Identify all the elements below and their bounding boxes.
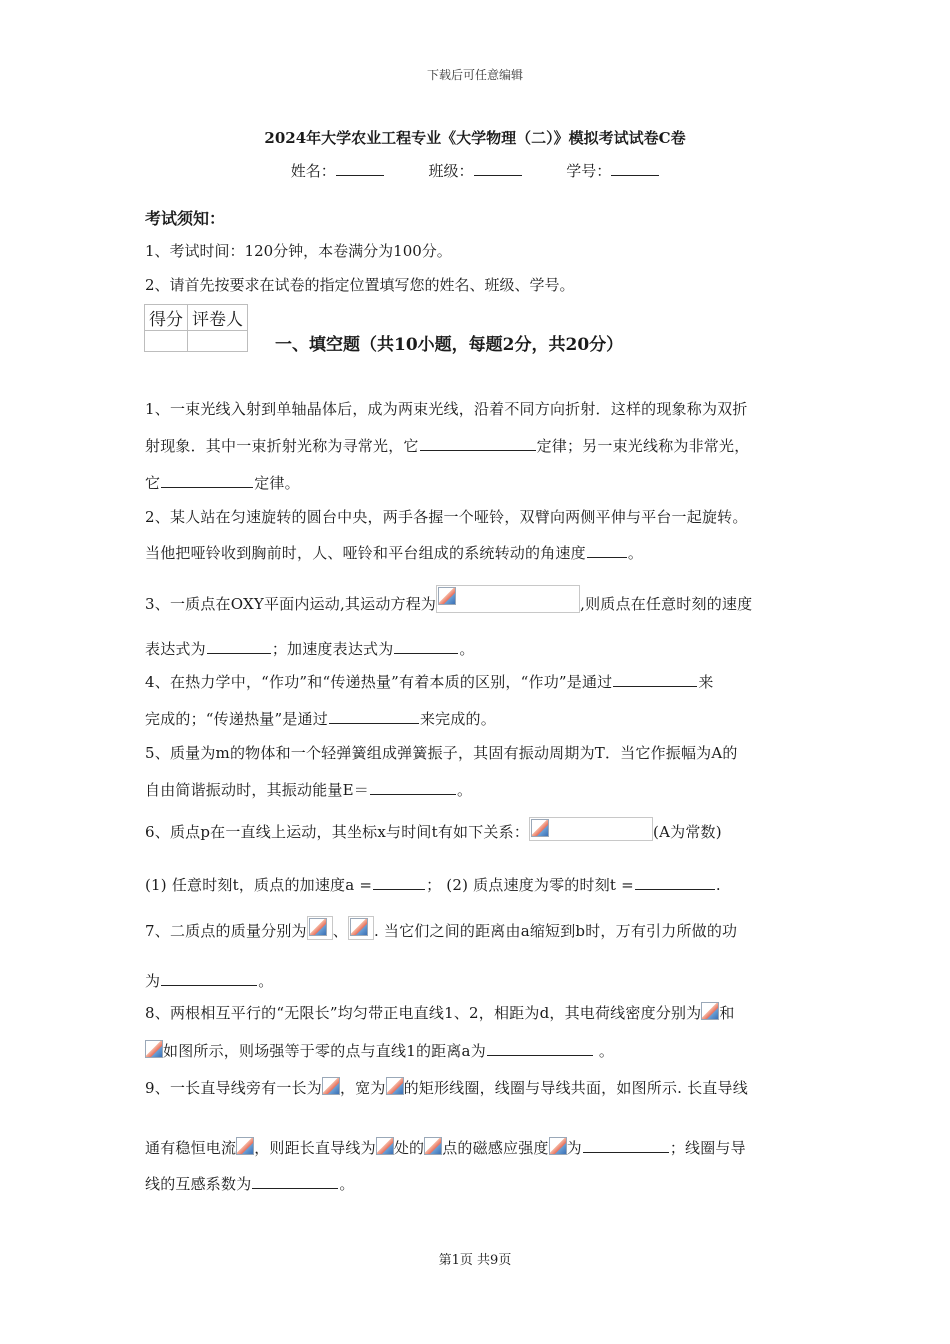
question-8-line-2: 如图所示，则场强等于零的点与直线1的距离a为 。 xyxy=(145,1040,614,1061)
question-4-line-1: 4、在热力学中，“作功”和“传递热量”有着本质的区别，“作功”是通过 来 xyxy=(145,673,714,691)
exam-title: 2024年大学农业工程专业《大学物理（二）》模拟考试试卷C卷 xyxy=(264,129,686,147)
question-2-line-1: 2、某人站在匀速旋转的圆台中央，两手各握一个哑铃，双臂向两侧平伸与平台一起旋转。 xyxy=(145,508,748,526)
question-8-line-1: 8、两根相互平行的“无限长”均匀带正电直线1、2，相距为d，其电荷线密度分别为 和 xyxy=(145,1004,735,1022)
image-placeholder-icon xyxy=(386,1077,404,1095)
answer-blank[interactable] xyxy=(252,1174,338,1189)
score-table xyxy=(144,304,248,352)
question-5-line-1: 5、质量为m的物体和一个轻弹簧组成弹簧振子，其固有振动周期为T．当它作振幅为A的 xyxy=(145,744,738,762)
answer-blank[interactable] xyxy=(613,672,697,687)
notice-item-1: 1、考试时间：120分钟，本卷满分为100分。 xyxy=(145,242,452,260)
answer-blank[interactable] xyxy=(394,639,458,654)
question-5-line-2: 自由简谐振动时，其振动能量E＝ 。 xyxy=(145,781,473,799)
image-placeholder-icon xyxy=(701,1002,719,1020)
image-placeholder-icon xyxy=(438,587,456,605)
mass-image xyxy=(348,916,374,940)
name-field[interactable]: 姓名： xyxy=(291,160,384,181)
notice-item-2: 2、请首先按要求在试卷的指定位置填写您的姓名、班级、学号。 xyxy=(145,276,575,294)
image-placeholder-icon xyxy=(549,1137,567,1155)
question-9-line-1: 9、一长直导线旁有一长为 ，宽为 的矩形线圈，线圈与导线共面，如图所示. 长直导线 xyxy=(145,1079,748,1097)
answer-blank[interactable] xyxy=(161,473,253,488)
question-3-line-2: 表达式为 ；加速度表达式为 。 xyxy=(145,640,475,658)
answer-blank[interactable] xyxy=(373,875,425,890)
question-1-line-1: 1、一束光线入射到单轴晶体后，成为两束光线，沿着不同方向折射．这样的现象称为双折 xyxy=(145,400,748,418)
answer-blank[interactable] xyxy=(583,1138,669,1153)
answer-blank[interactable] xyxy=(587,543,627,558)
image-placeholder-icon xyxy=(424,1137,442,1155)
student-id-field[interactable]: 学号： xyxy=(566,160,659,181)
student-info xyxy=(0,160,950,181)
image-placeholder-icon xyxy=(309,918,327,936)
question-3-line-1: 3、一质点在OXY平面内运动,其运动方程为 ,则质点在任意时刻的速度 xyxy=(145,585,752,614)
page-number: 第1页 共9页 xyxy=(438,1253,512,1268)
question-6-line-2: (1) 任意时刻t，质点的加速度a = ； (2) 质点速度为零的时刻t = . xyxy=(145,876,721,894)
formula-image xyxy=(436,585,580,613)
score-cell[interactable] xyxy=(145,331,188,352)
question-2-line-2: 当他把哑铃收到胸前时，人、哑铃和平台组成的系统转动的角速度 。 xyxy=(145,544,644,562)
mass-image xyxy=(307,916,333,940)
answer-blank[interactable] xyxy=(370,780,456,795)
question-1-line-3: 它 定律。 xyxy=(145,474,300,492)
question-7-line-2: 为 。 xyxy=(145,972,274,990)
grader-header: 评卷人 xyxy=(188,305,248,331)
answer-blank[interactable] xyxy=(161,971,257,986)
answer-blank[interactable] xyxy=(420,436,536,451)
question-6-line-1: 6、质点p在一直线上运动，其坐标x与时间t有如下关系： (A为常数) xyxy=(145,817,722,842)
header-note: 下载后可任意编辑 xyxy=(426,68,523,82)
image-placeholder-icon xyxy=(145,1040,163,1058)
answer-blank[interactable] xyxy=(329,709,419,724)
answer-blank[interactable] xyxy=(635,875,715,890)
question-1-line-2: 射现象．其中一束折射光称为寻常光，它 定律；另一束光线称为非常光， xyxy=(145,437,750,455)
score-header: 得分 xyxy=(145,305,188,331)
question-7-line-1: 7、二质点的质量分别为 、 . 当它们之间的距离由a缩短到b时，万有引力所做的功 xyxy=(145,916,737,941)
image-placeholder-icon xyxy=(531,819,549,837)
class-field[interactable]: 班级： xyxy=(428,160,521,181)
grader-cell[interactable] xyxy=(188,331,248,352)
image-placeholder-icon xyxy=(350,918,368,936)
question-9-line-3: 线的互感系数为 。 xyxy=(145,1175,355,1193)
answer-blank[interactable] xyxy=(487,1041,593,1056)
notice-title: 考试须知： xyxy=(145,209,226,228)
section-title: 一、填空题（共10小题，每题2分，共20分） xyxy=(275,335,624,355)
question-9-line-2: 通有稳恒电流 ，则距长直导线为 处的 点的磁感应强度 为 ；线圈与导 xyxy=(145,1139,746,1157)
question-4-line-2: 完成的；“传递热量”是通过 来完成的。 xyxy=(145,710,496,728)
answer-blank[interactable] xyxy=(207,639,271,654)
image-placeholder-icon xyxy=(322,1077,340,1095)
formula-image xyxy=(529,817,653,841)
image-placeholder-icon xyxy=(376,1137,394,1155)
image-placeholder-icon xyxy=(236,1137,254,1155)
